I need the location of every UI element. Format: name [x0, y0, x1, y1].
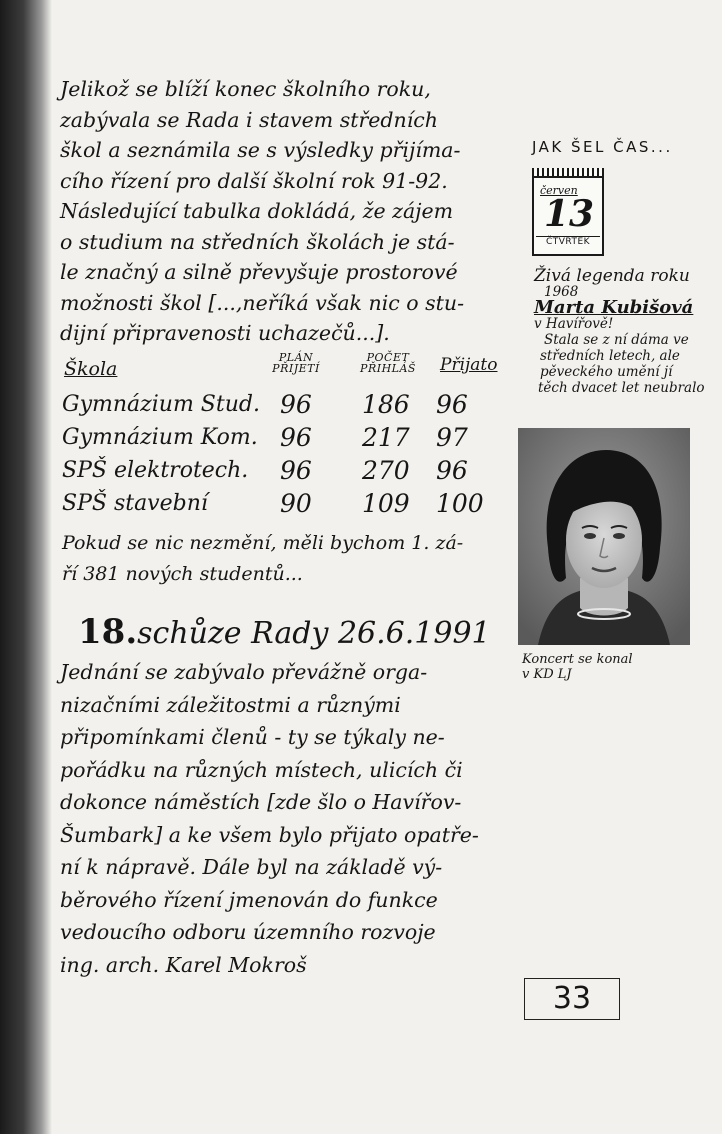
- text-line: zabývala se Rada i stavem středních: [60, 107, 438, 132]
- note-line: Živá legenda roku: [534, 266, 690, 286]
- table-header-count: [350, 352, 426, 374]
- table-header-school: Škola: [64, 358, 118, 380]
- photo-caption: [522, 652, 682, 682]
- intro-paragraph: [60, 74, 510, 349]
- text-line: škol a seznámila se s výsledky přijíma-: [60, 138, 461, 162]
- table-header-plan: [268, 352, 324, 374]
- page-number: 33: [524, 978, 620, 1020]
- sidebar-heading: JAK ŠEL ČAS...: [532, 138, 673, 156]
- calendar-icon: [532, 168, 604, 256]
- table-header-count-line: POČET: [366, 351, 410, 364]
- table-cell-plan: 96: [280, 423, 312, 452]
- caption-line: v KD LJ: [522, 667, 572, 682]
- text-line: vedoucího odboru územního rozvoje: [60, 920, 436, 944]
- text-line: dokonce náměstích [zde šlo o Havířov-: [60, 790, 462, 814]
- table-cell-accepted: 97: [436, 423, 468, 452]
- text-line: připomínkami členů - ty se týkaly ne-: [60, 725, 445, 749]
- note-line: v Havířově!: [534, 316, 614, 332]
- text-line: o studium na středních školách je stá-: [60, 229, 455, 254]
- text-line: Následující tabulka dokládá, že zájem: [60, 199, 454, 223]
- note-line: pěveckého umění jí: [540, 364, 673, 380]
- table-cell-accepted: 96: [436, 390, 468, 419]
- meeting-paragraph: [60, 656, 520, 981]
- text-line: Pokud se nic nezmění, měli bychom 1. zá-: [62, 532, 464, 554]
- sidebar-note: [534, 268, 704, 396]
- caption-line: Koncert se konal: [522, 652, 633, 667]
- table-cell-applied: 217: [362, 423, 410, 452]
- table-cell-accepted: 96: [436, 456, 468, 485]
- table-cell-applied: 109: [362, 489, 410, 518]
- text-line: pořádku na různých místech, ulicích či: [60, 757, 463, 782]
- meeting-number: 18.: [78, 612, 138, 652]
- calendar-month: červen: [540, 184, 578, 197]
- text-line: nizačními záležitostmi a různými: [60, 692, 401, 717]
- calendar-day: 13: [544, 193, 595, 235]
- meeting-heading: [78, 612, 491, 654]
- book-spine-shadow: [0, 0, 52, 1134]
- text-line: možnosti škol [...,neříká však nic o stu-: [60, 290, 464, 315]
- table-cell-applied: 186: [362, 390, 410, 419]
- text-line: Jelikož se blíží konec školního roku,: [60, 77, 431, 101]
- note-line: Stala se z ní dáma ve: [544, 332, 689, 348]
- calendar-rings: [534, 168, 602, 178]
- text-line: ing. arch. Karel Mokroš: [60, 952, 307, 977]
- table-cell-school: SPŠ stavební: [62, 491, 208, 516]
- table-cell-plan: 96: [280, 456, 312, 485]
- text-line: běrového řízení jmenován do funkce: [60, 887, 438, 912]
- text-line: Šumbark] a ke všem bylo přijato opatře-: [60, 822, 479, 847]
- meeting-title: schůze Rady 26.6.1991: [137, 616, 491, 651]
- note-year: 1968: [544, 284, 579, 300]
- table-cell-plan: 96: [280, 390, 312, 419]
- table-header-count-line: PŘIHLÁŠ: [360, 362, 416, 375]
- table-row: [62, 487, 512, 520]
- portrait-photo: [518, 428, 690, 645]
- text-line: ří 381 nových studentů...: [62, 563, 303, 585]
- table-row: [62, 421, 512, 454]
- table-cell-plan: 90: [280, 489, 312, 518]
- table-cell-school: SPŠ elektrotech.: [62, 458, 249, 483]
- note-name: Marta Kubišová: [534, 297, 694, 318]
- table-header-accepted: Přijato: [440, 355, 498, 375]
- table-header-plan-line: PLÁN: [278, 351, 314, 364]
- table-cell-applied: 270: [362, 456, 410, 485]
- table-cell-accepted: 100: [436, 489, 484, 518]
- note-line: středních letech, ale: [540, 348, 680, 364]
- note-line: těch dvacet let neubralo: [538, 380, 705, 396]
- portrait-illustration: [518, 428, 690, 645]
- table-cell-school: Gymnázium Stud.: [62, 392, 260, 417]
- calendar-weekday: ČTVRTEK: [536, 236, 600, 247]
- text-line: Jednání se zabývalo převážně orga-: [60, 660, 428, 684]
- after-table-paragraph: [62, 528, 512, 590]
- table-row: [62, 454, 512, 487]
- table-row: [62, 388, 512, 421]
- text-line: dijní připravenosti uchazečů...].: [60, 321, 390, 345]
- text-line: cího řízení pro další školní rok 91-92.: [60, 168, 448, 193]
- table-cell-school: Gymnázium Kom.: [62, 425, 258, 450]
- text-line: le značný a silně převyšuje prostorové: [60, 260, 458, 284]
- table-header-plan-line: PŘIJETÍ: [272, 362, 320, 375]
- admissions-table: [62, 388, 512, 520]
- text-line: ní k nápravě. Dále byl na základě vý-: [60, 855, 443, 879]
